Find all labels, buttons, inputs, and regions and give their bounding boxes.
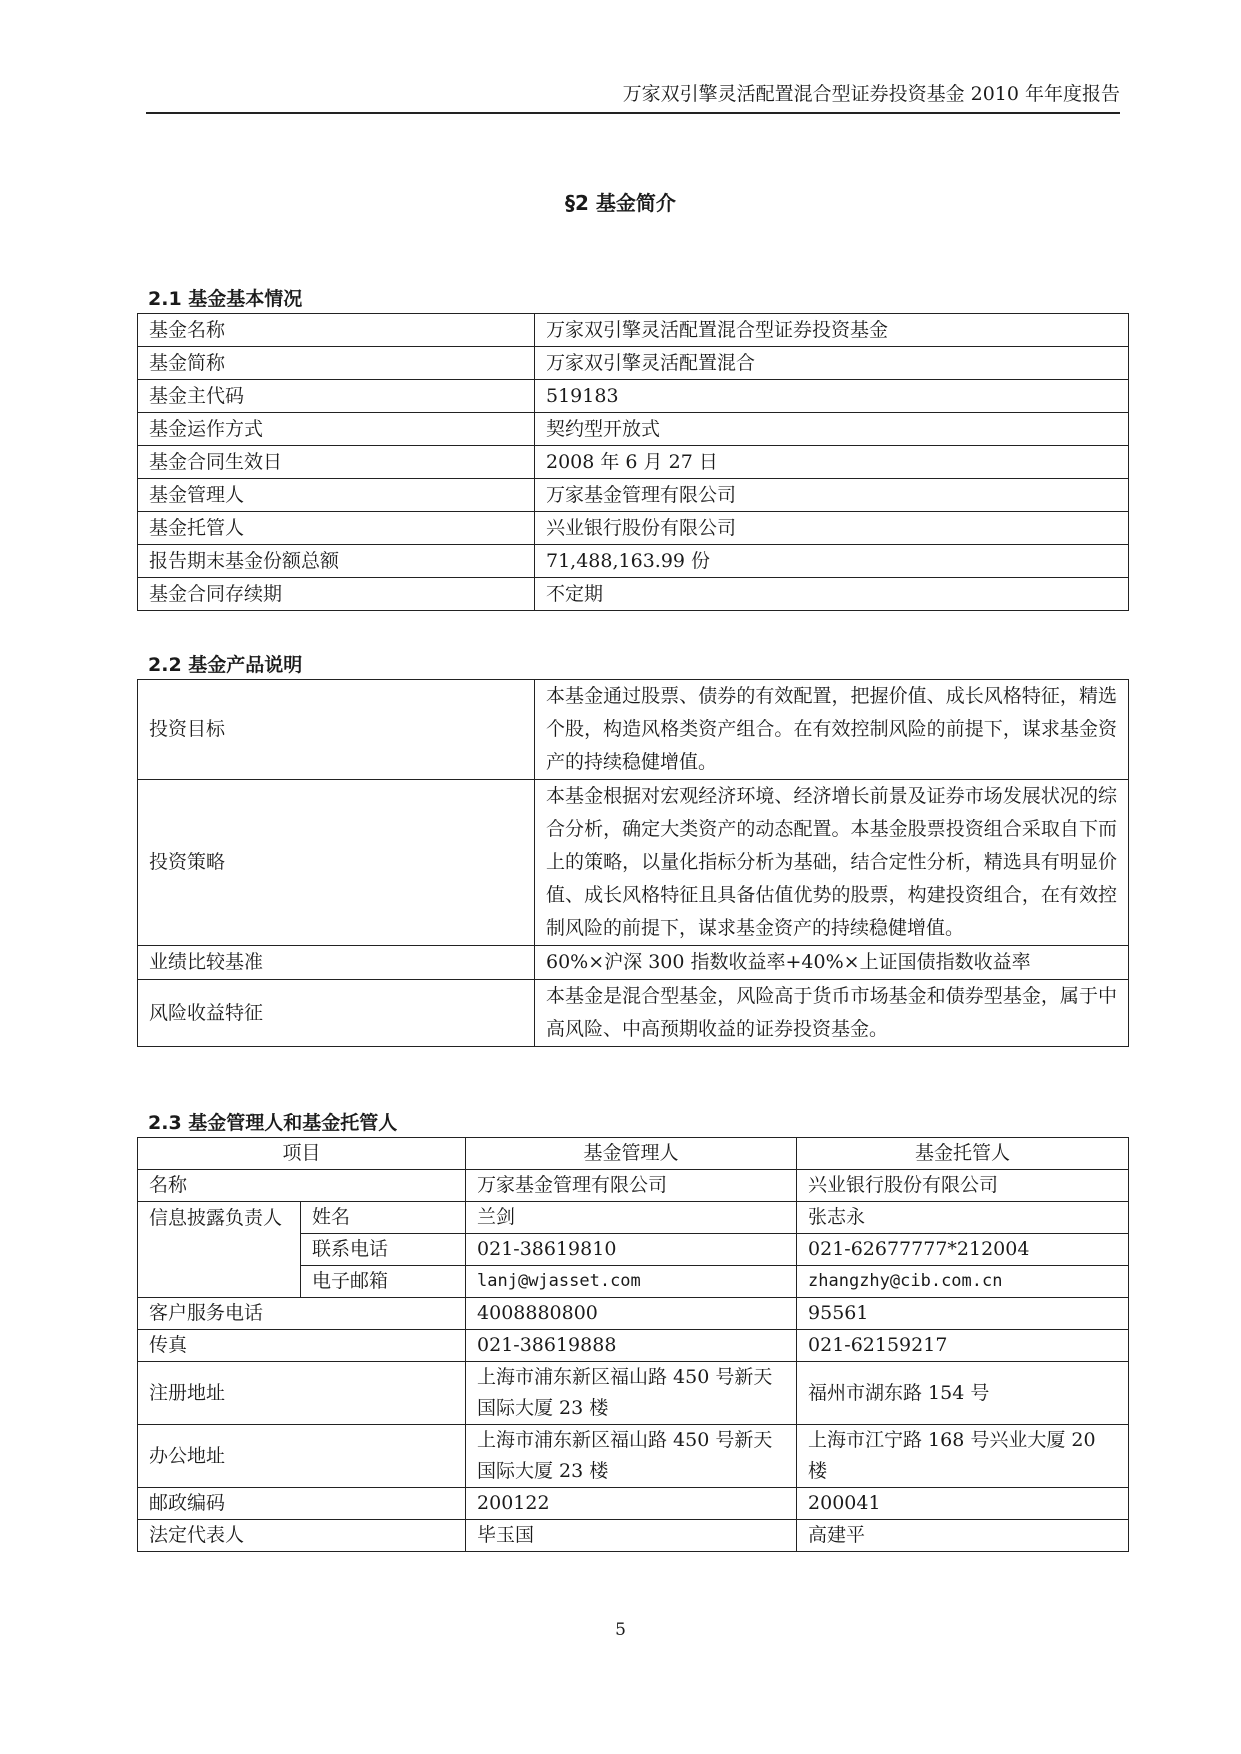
manager-value: 上海市浦东新区福山路 450 号新天国际大厦 23 楼 — [466, 1425, 797, 1488]
disclosure-officer-label: 信息披露负责人 — [138, 1202, 301, 1298]
table-row — [138, 780, 1129, 946]
page-number: 5 — [615, 1620, 626, 1640]
manager-value: 上海市浦东新区福山路 450 号新天国际大厦 23 楼 — [466, 1362, 797, 1425]
row-label: 名称 — [138, 1170, 466, 1202]
header-rule — [146, 112, 1120, 114]
table-row — [138, 314, 1129, 347]
row-label: 办公地址 — [138, 1425, 466, 1488]
row-label: 风险收益特征 — [138, 980, 535, 1047]
parties-table — [137, 1137, 1129, 1552]
row-label: 客户服务电话 — [138, 1298, 466, 1330]
table-row — [138, 680, 1129, 780]
custodian-value: 福州市湖东路 154 号 — [797, 1362, 1129, 1425]
row-label: 法定代表人 — [138, 1520, 466, 1552]
table-row — [138, 347, 1129, 380]
row-value: 契约型开放式 — [535, 413, 1129, 446]
manager-email: lanj@wjasset.com — [466, 1266, 797, 1298]
col-header-custodian: 基金托管人 — [797, 1138, 1129, 1170]
custodian-value: 高建平 — [797, 1520, 1129, 1552]
row-value: 本基金是混合型基金，风险高于货币市场基金和债券型基金，属于中高风险、中高预期收益的证券投资基金。 — [535, 980, 1129, 1047]
table-row — [138, 1202, 1129, 1234]
table-row — [138, 1298, 1129, 1330]
manager-value: 021-38619888 — [466, 1330, 797, 1362]
row-label: 联系电话 — [301, 1234, 466, 1266]
table-row — [138, 1520, 1129, 1552]
custodian-value: 张志永 — [797, 1202, 1129, 1234]
custodian-value: 兴业银行股份有限公司 — [797, 1170, 1129, 1202]
row-label: 邮政编码 — [138, 1488, 466, 1520]
table-row — [138, 980, 1129, 1047]
row-label: 投资策略 — [138, 780, 535, 946]
custodian-value: 200041 — [797, 1488, 1129, 1520]
row-label: 姓名 — [301, 1202, 466, 1234]
row-value: 兴业银行股份有限公司 — [535, 512, 1129, 545]
row-value: 2008 年 6 月 27 日 — [535, 446, 1129, 479]
table-row — [138, 1425, 1129, 1488]
row-label: 投资目标 — [138, 680, 535, 780]
custodian-value: 95561 — [797, 1298, 1129, 1330]
parties-heading: 2.3 基金管理人和基金托管人 — [148, 1112, 398, 1134]
row-label: 基金托管人 — [138, 512, 535, 545]
custodian-email: zhangzhy@cib.com.cn — [797, 1266, 1129, 1298]
row-label: 基金合同存续期 — [138, 578, 535, 611]
col-header-manager: 基金管理人 — [466, 1138, 797, 1170]
table-row — [138, 479, 1129, 512]
row-label: 业绩比较基准 — [138, 946, 535, 980]
row-value: 60%×沪深 300 指数收益率+40%×上证国债指数收益率 — [535, 946, 1129, 980]
table-row — [138, 545, 1129, 578]
table-row — [138, 1330, 1129, 1362]
basic-info-table — [137, 313, 1129, 611]
col-header-item: 项目 — [138, 1138, 466, 1170]
manager-value: 021-38619810 — [466, 1234, 797, 1266]
manager-value: 万家基金管理有限公司 — [466, 1170, 797, 1202]
row-label: 电子邮箱 — [301, 1266, 466, 1298]
row-label: 基金运作方式 — [138, 413, 535, 446]
basic-info-heading: 2.1 基金基本情况 — [148, 288, 303, 310]
manager-value: 兰剑 — [466, 1202, 797, 1234]
table-row — [138, 1362, 1129, 1425]
row-label: 注册地址 — [138, 1362, 466, 1425]
custodian-value: 上海市江宁路 168 号兴业大厦 20 楼 — [797, 1425, 1129, 1488]
table-header-row — [138, 1138, 1129, 1170]
table-row — [138, 946, 1129, 980]
row-label: 基金名称 — [138, 314, 535, 347]
row-label: 传真 — [138, 1330, 466, 1362]
table-row — [138, 1170, 1129, 1202]
product-table — [137, 679, 1129, 1047]
product-heading: 2.2 基金产品说明 — [148, 654, 303, 676]
custodian-value: 021-62677777*212004 — [797, 1234, 1129, 1266]
row-label: 基金简称 — [138, 347, 535, 380]
row-label: 报告期末基金份额总额 — [138, 545, 535, 578]
row-value: 万家双引擎灵活配置混合 — [535, 347, 1129, 380]
row-label: 基金管理人 — [138, 479, 535, 512]
table-row — [138, 413, 1129, 446]
row-value: 万家基金管理有限公司 — [535, 479, 1129, 512]
manager-value: 4008880800 — [466, 1298, 797, 1330]
manager-value: 毕玉国 — [466, 1520, 797, 1552]
manager-value: 200122 — [466, 1488, 797, 1520]
row-value: 本基金通过股票、债券的有效配置，把握价值、成长风格特征，精选个股，构造风格类资产组合。在有效控制风险的前提下，谋求基金资产的持续稳健增值。 — [535, 680, 1129, 780]
row-value: 本基金根据对宏观经济环境、经济增长前景及证券市场发展状况的综合分析，确定大类资产的动态配置。本基金股票投资组合采取自下而上的策略，以量化指标分析为基础，结合定性分析，精选具有明显价值、成长风格特征且具备估值优势的股票，构建投资组合，在有效控制风险的前提下，谋求基金资产的持续稳健增值。 — [535, 780, 1129, 946]
row-value: 不定期 — [535, 578, 1129, 611]
running-header: 万家双引擎灵活配置混合型证券投资基金 2010 年年度报告 — [622, 83, 1120, 105]
custodian-value: 021-62159217 — [797, 1330, 1129, 1362]
row-label: 基金合同生效日 — [138, 446, 535, 479]
table-row — [138, 512, 1129, 545]
row-label: 基金主代码 — [138, 380, 535, 413]
row-value: 519183 — [535, 380, 1129, 413]
table-row — [138, 578, 1129, 611]
section-title: §2 基金简介 — [565, 191, 676, 215]
table-row — [138, 1488, 1129, 1520]
row-value: 71,488,163.99 份 — [535, 545, 1129, 578]
table-row — [138, 380, 1129, 413]
table-row — [138, 446, 1129, 479]
row-value: 万家双引擎灵活配置混合型证券投资基金 — [535, 314, 1129, 347]
